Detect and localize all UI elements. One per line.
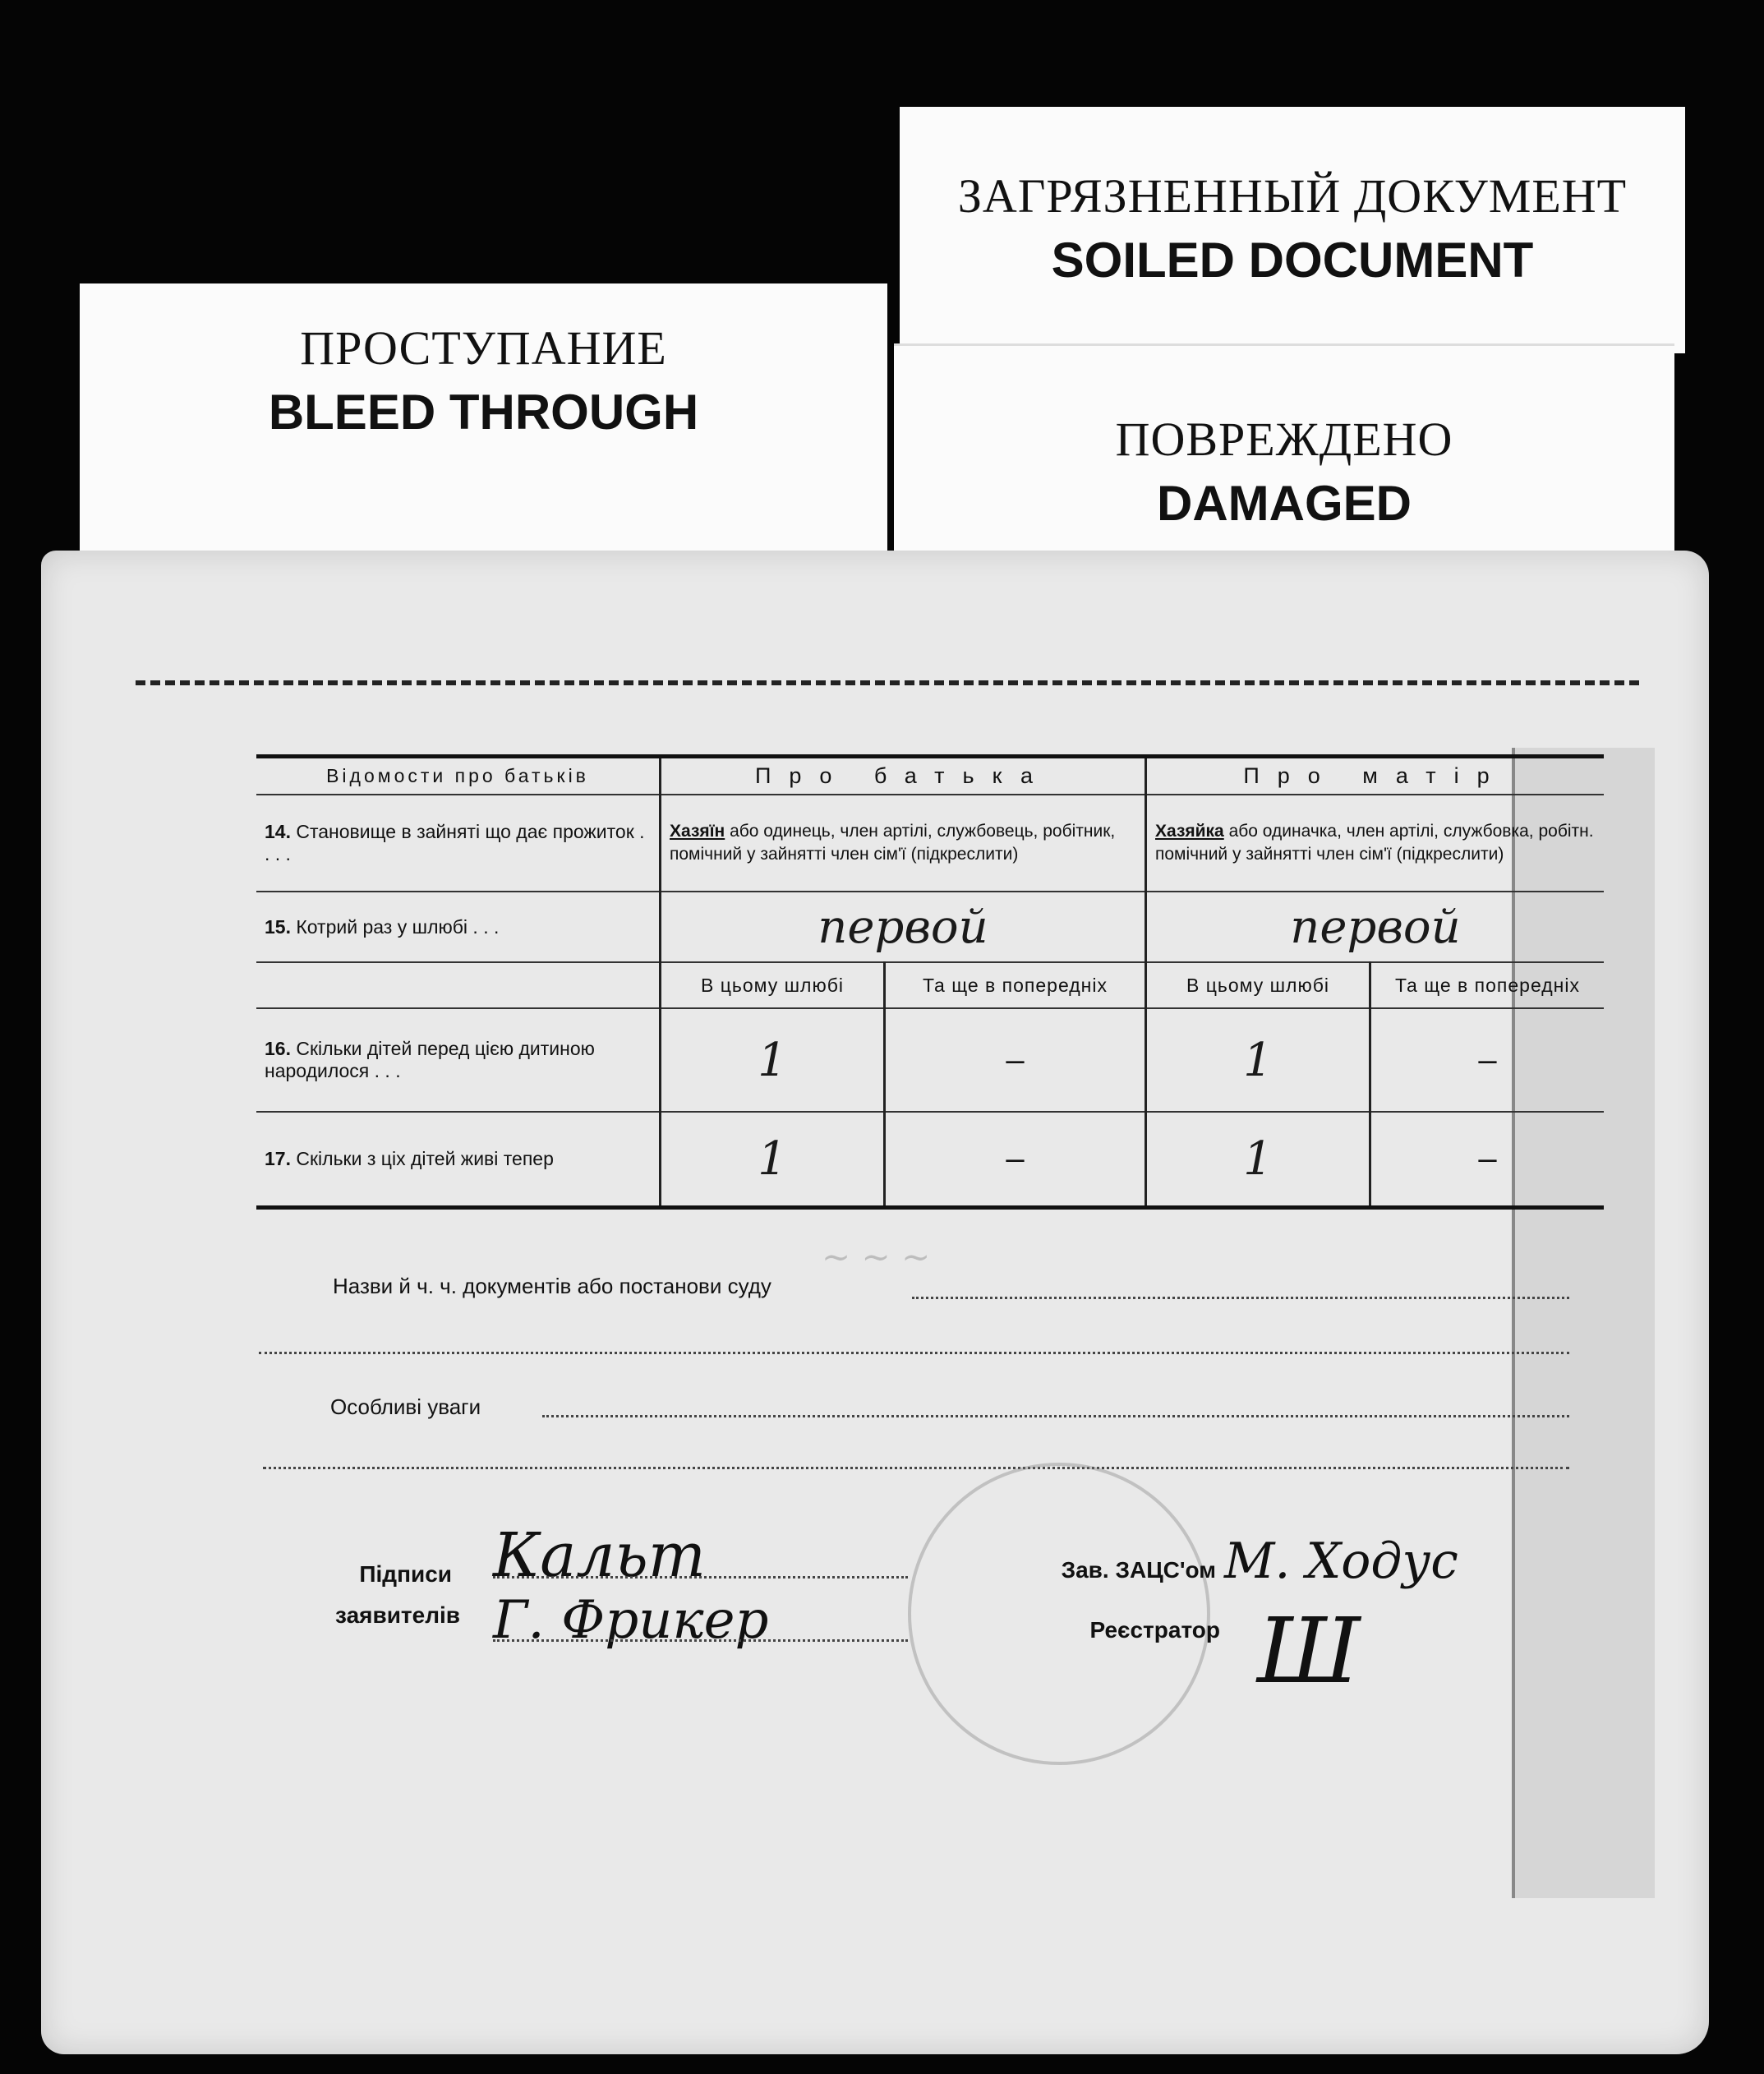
applicant-2-signature: Г. Фрикер bbox=[493, 1590, 769, 1651]
q16-number: 16. bbox=[265, 1038, 291, 1059]
applicant-1-line bbox=[493, 1576, 908, 1579]
perforation-line bbox=[136, 680, 1639, 685]
col-info-header: Відомости про батьків bbox=[256, 757, 661, 795]
table-row-14 bbox=[256, 795, 1604, 892]
table-row-16 bbox=[256, 1008, 1604, 1112]
q14-father-underlined: Хазяїн bbox=[670, 822, 725, 841]
bleed-through-label-card bbox=[80, 283, 887, 555]
table-row-15 bbox=[256, 892, 1604, 962]
head-zags-label: Зав. ЗАЦС'ом bbox=[1061, 1557, 1216, 1583]
col-mother-header: Про матір bbox=[1146, 757, 1605, 795]
q14-father-options: або одинець, член артілі, службовець, робітник, помічний у зайнятті член сім'ї (підкреслити) bbox=[670, 822, 1116, 864]
soiled-document-label-card bbox=[900, 107, 1685, 353]
registrar-signature: Ш bbox=[1257, 1598, 1361, 1703]
bleed-through-en: BLEED THROUGH bbox=[268, 385, 699, 440]
table-header-row bbox=[256, 757, 1604, 795]
q17-father-prev: – bbox=[885, 1112, 1146, 1207]
damaged-en: DAMAGED bbox=[1157, 476, 1412, 531]
notes-field-line-2 bbox=[263, 1467, 1569, 1469]
q14-label bbox=[256, 795, 661, 892]
q16-label bbox=[256, 1008, 661, 1112]
q16-mother-this: 1 bbox=[1146, 1008, 1370, 1112]
notes-field-line bbox=[542, 1415, 1569, 1417]
q17-father-this: 1 bbox=[661, 1112, 885, 1207]
notes-field-label: Особливі уваги bbox=[330, 1394, 481, 1419]
father-previous-header: Та ще в попередніх bbox=[885, 962, 1146, 1008]
soiled-document-ru: ЗАГРЯЗНЕННЫЙ ДОКУМЕНТ bbox=[957, 169, 1628, 223]
table-row-17 bbox=[256, 1112, 1604, 1207]
damaged-label-card bbox=[894, 343, 1674, 582]
col-father-header: Про батька bbox=[661, 757, 1146, 795]
applicant-1-signature: Кальт bbox=[493, 1520, 706, 1591]
damaged-ru: ПОВРЕЖДЕНО bbox=[1115, 412, 1453, 466]
mother-previous-header: Та ще в попередніх bbox=[1370, 962, 1605, 1008]
q14-mother bbox=[1146, 795, 1605, 892]
soiled-document-en: SOILED DOCUMENT bbox=[1051, 233, 1534, 288]
q17-mother-prev: – bbox=[1370, 1112, 1605, 1207]
documents-field-line bbox=[912, 1297, 1569, 1299]
documents-field-label: Назви й ч. ч. документів або постанови суду bbox=[333, 1274, 771, 1298]
q15-number: 15. bbox=[265, 915, 291, 938]
applicant-2-line bbox=[493, 1639, 908, 1642]
q17-label bbox=[256, 1112, 661, 1207]
registrar-label: Реєстратор bbox=[1089, 1617, 1220, 1643]
q14-mother-options: або одиначка, член артілі, службовка, робітн. помічний у зайнятті член сім'ї (підкреслити) bbox=[1155, 822, 1594, 864]
head-zags-signature: М. Ходус bbox=[1224, 1532, 1458, 1590]
bleed-through-ru: ПРОСТУПАНИЕ bbox=[300, 321, 667, 375]
q16-mother-prev: – bbox=[1370, 1008, 1605, 1112]
applicants-label-2: заявителів bbox=[335, 1602, 460, 1628]
documents-field-line-2 bbox=[259, 1352, 1569, 1354]
q16-father-prev: – bbox=[885, 1008, 1146, 1112]
q14-number: 14. bbox=[265, 821, 291, 842]
father-this-marriage-header: В цьому шлюбі bbox=[661, 962, 885, 1008]
applicants-label-1: Підписи bbox=[359, 1561, 452, 1587]
q17-mother-this: 1 bbox=[1146, 1112, 1370, 1207]
q15-father-answer: первой bbox=[661, 892, 1146, 962]
subheader-blank bbox=[256, 962, 661, 1008]
mother-this-marriage-header: В цьому шлюбі bbox=[1146, 962, 1370, 1008]
q17-number: 17. bbox=[265, 1147, 291, 1169]
q17-text: Скільки з ціх дітей живі тепер bbox=[296, 1147, 554, 1169]
bleed-through-mark: ~ ~ ~ bbox=[822, 1237, 931, 1277]
q15-text: Котрий раз у шлюбі . . . bbox=[296, 915, 500, 938]
q16-text: Скільки дітей перед цією дитиною народилося . . . bbox=[265, 1038, 595, 1081]
q14-text: Становище в зайняті що дає прожиток . . . . bbox=[265, 821, 645, 864]
faded-stamp bbox=[908, 1463, 1210, 1765]
table-subheader-row bbox=[256, 962, 1604, 1008]
parents-info-table bbox=[256, 754, 1604, 1210]
q15-label bbox=[256, 892, 661, 962]
q14-father bbox=[661, 795, 1146, 892]
q14-mother-underlined: Хазяйка bbox=[1155, 822, 1224, 841]
q15-mother-answer: первой bbox=[1146, 892, 1605, 962]
q16-father-this: 1 bbox=[661, 1008, 885, 1112]
